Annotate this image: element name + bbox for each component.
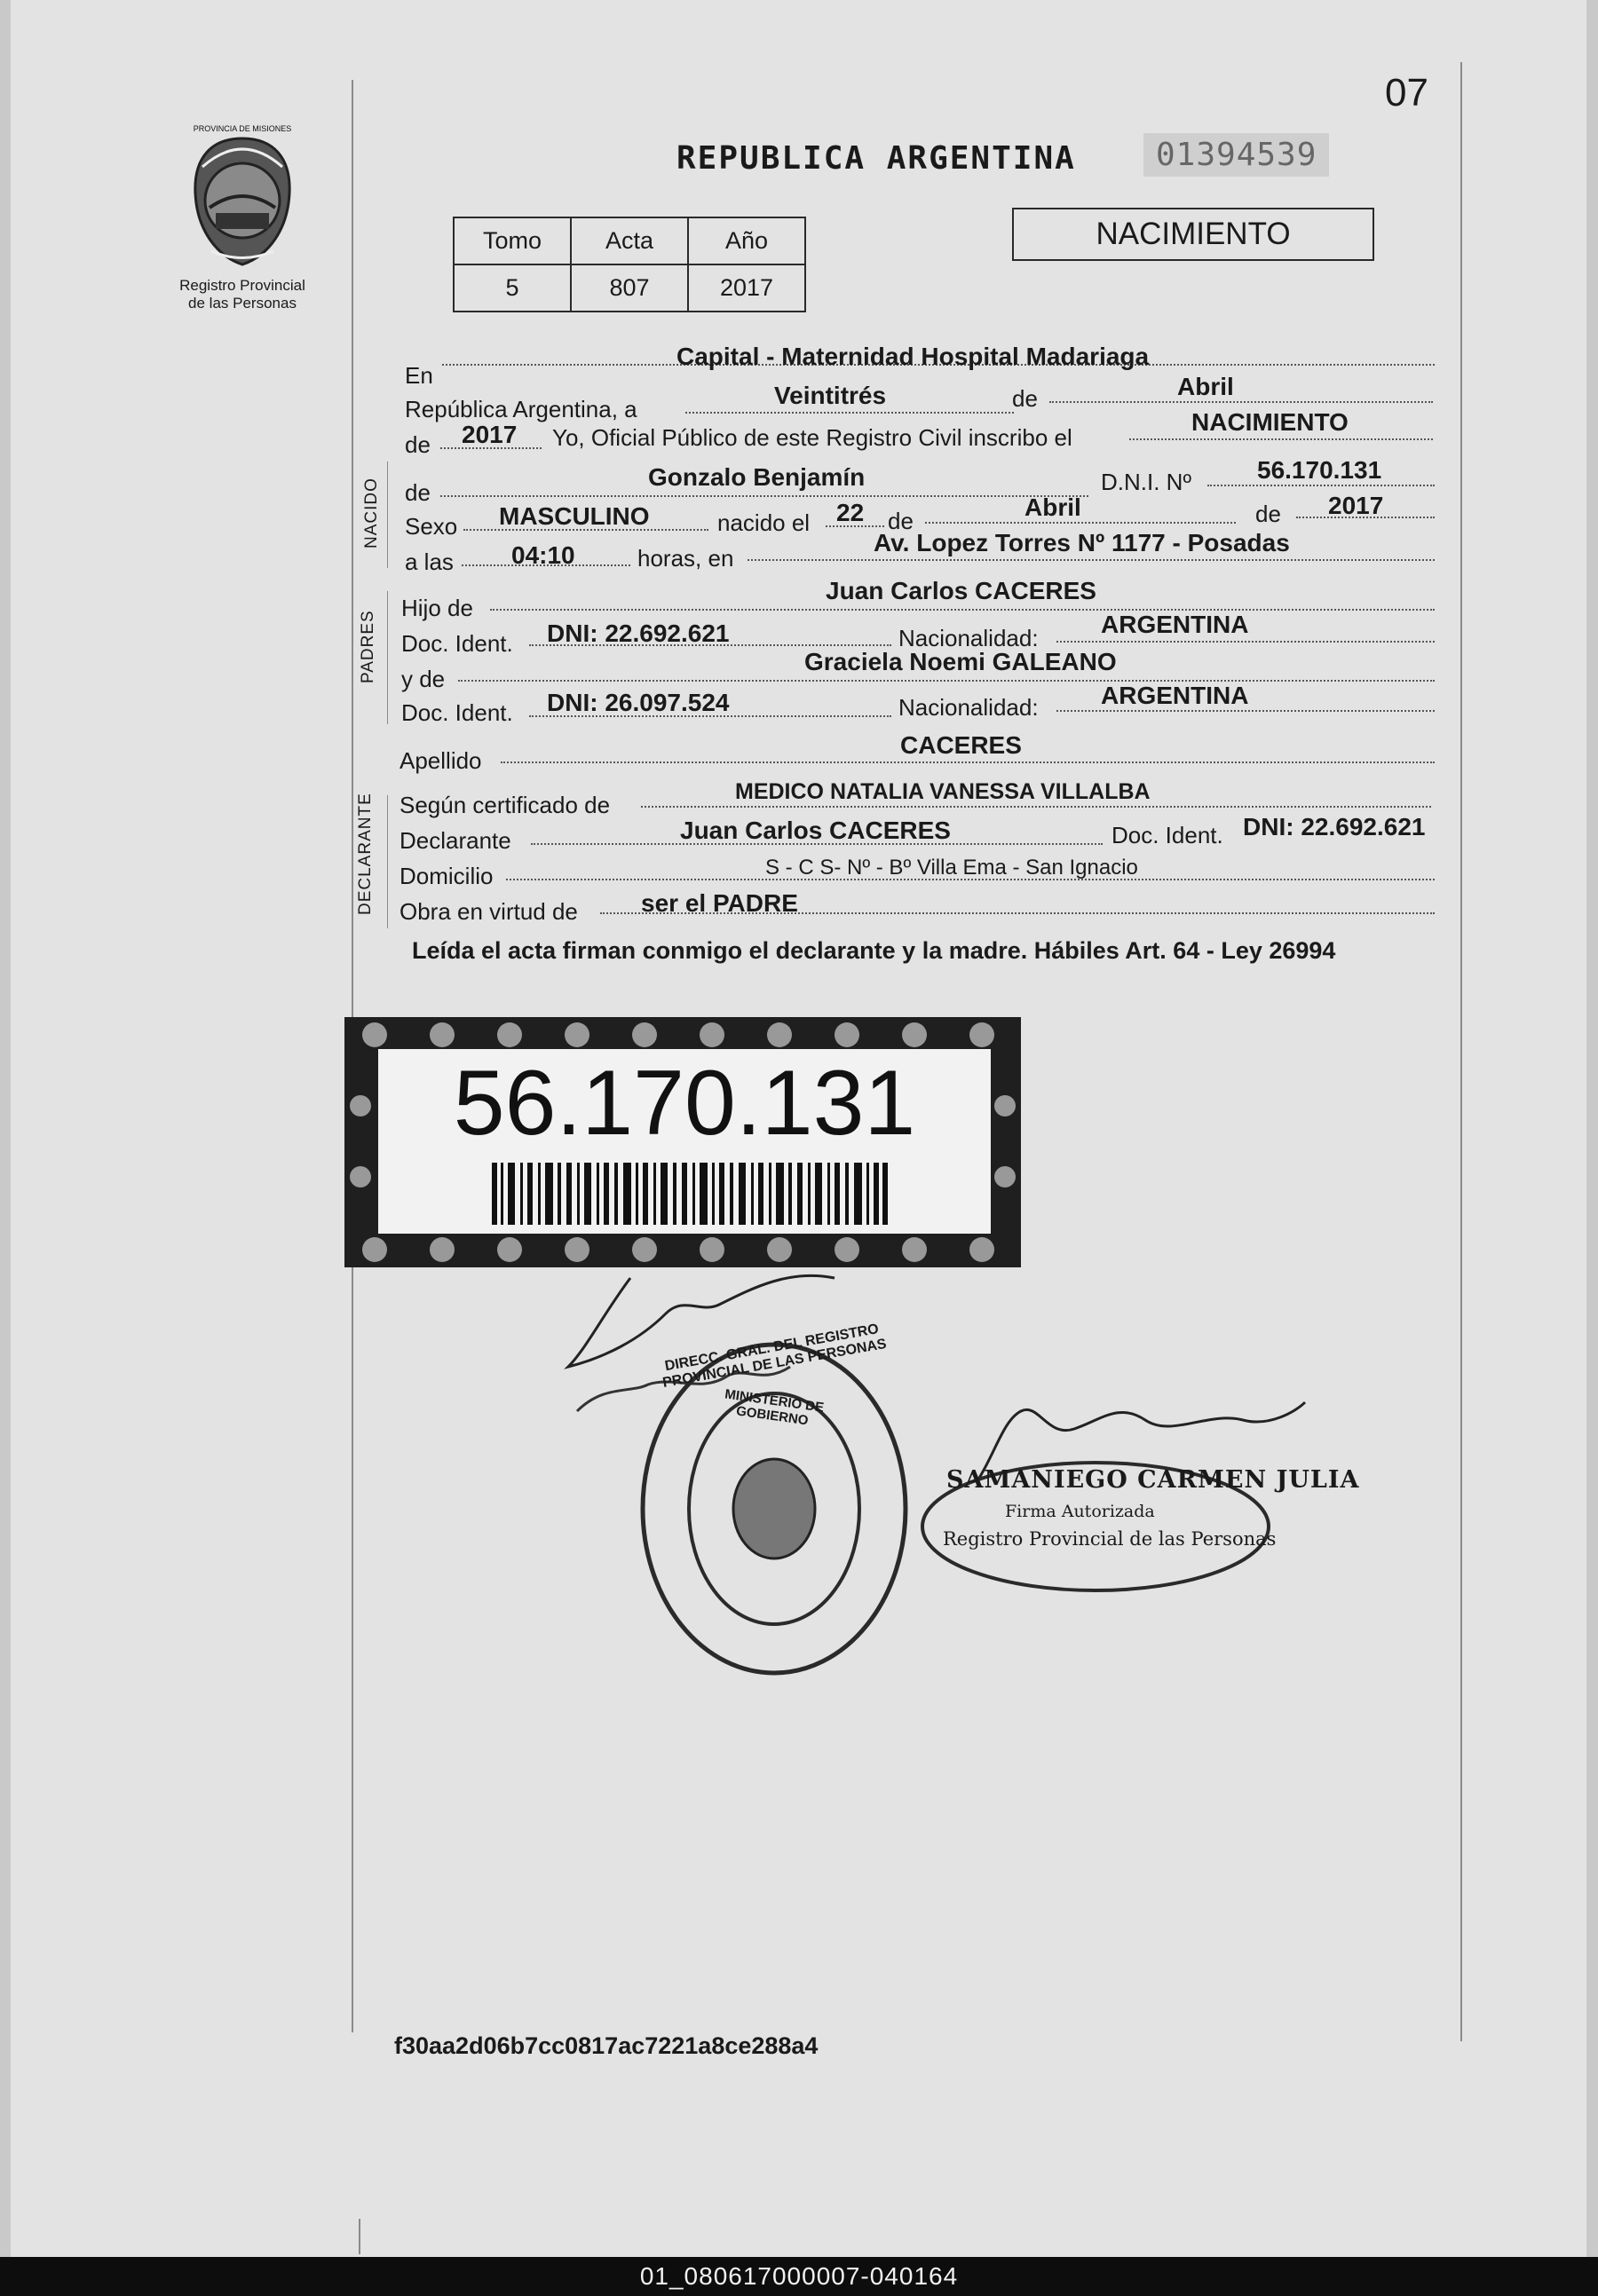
right-margin-line (1460, 62, 1462, 2041)
value-anio-nac: 2017 (1328, 492, 1384, 519)
value-apellido: CACERES (900, 731, 1022, 759)
record-header-acta: Acta (571, 217, 688, 264)
barcode-bars (492, 1163, 888, 1225)
value-declarante: Juan Carlos CACERES (680, 817, 951, 844)
closing-note: Leída el acta firman conmigo el declarante y la madre. Hábiles Art. 64 - Ley 26994 (412, 937, 1336, 964)
nacido-bracket (387, 462, 388, 568)
label-nacionalidad-madre: Nacionalidad: (898, 694, 1039, 721)
value-mes: Abril (1177, 373, 1234, 400)
page-number: 07 (1385, 71, 1428, 114)
dots-tipo (1129, 438, 1433, 440)
value-sexo: MASCULINO (499, 502, 650, 530)
value-padre-nac: ARGENTINA (1101, 611, 1249, 638)
doc-type-box: NACIMIENTO (1012, 208, 1374, 261)
label-a-las: a las (405, 548, 454, 575)
record-table-header (454, 217, 805, 264)
value-anio: 2017 (462, 421, 518, 448)
label-nacido-el: nacido el (717, 509, 811, 536)
label-de-mes: de (1012, 385, 1038, 412)
serial-number: 01394539 (1143, 133, 1329, 177)
record-header-tomo: Tomo (454, 217, 571, 264)
value-nombre: Gonzalo Benjamín (648, 463, 866, 491)
oval-stamp-role: Firma Autorizada (1005, 1502, 1155, 1521)
value-padre-dni: DNI: 22.692.621 (547, 619, 730, 647)
dots-padre (490, 609, 1435, 611)
value-dia: Veintitrés (774, 382, 887, 409)
dots-mes (1049, 401, 1433, 403)
value-madre: Graciela Noemi GALEANO (804, 648, 1117, 675)
oval-stamp-office: Registro Provincial de las Personas (943, 1528, 1277, 1550)
value-domicilio: S - C S- Nº - Bº Villa Ema - San Ignacio (765, 856, 1138, 880)
label-de-anio: de (405, 431, 431, 458)
record-value-acta: 807 (571, 264, 688, 312)
dots-nombre (440, 495, 1088, 497)
value-mes-nac: Abril (1024, 493, 1081, 521)
label-de-anio-nac: de (1255, 501, 1281, 527)
round-stamp-ring-text: DIRECC. GRAL. DEL REGISTRO PROVINCIAL DE LAS PERSONAS (661, 1322, 888, 1391)
label-republica: República Argentina, a (405, 396, 637, 422)
round-stamp-inner-text: MINISTERIO DE GOBIERNO (724, 1386, 826, 1429)
declarante-bracket (387, 795, 388, 928)
document-hash: f30aa2d06b7cc0817ac7221a8ce288a4 (394, 2032, 819, 2059)
value-obra: ser el PADRE (641, 889, 798, 917)
value-madre-dni: DNI: 26.097.524 (547, 689, 730, 716)
label-de-mes-nac: de (888, 508, 914, 534)
value-declarante-dni: DNI: 22.692.621 (1243, 813, 1426, 840)
label-doc-ident-declarante: Doc. Ident. (1111, 822, 1223, 848)
bottom-left-tick (359, 2219, 360, 2254)
label-oficial: Yo, Oficial Público de este Registro Civil inscribo el (552, 424, 1072, 451)
label-declarante: Declarante (400, 827, 511, 854)
value-hora: 04:10 (511, 541, 575, 569)
value-dia-nac: 22 (836, 499, 865, 526)
label-doc-ident-padre: Doc. Ident. (401, 630, 513, 657)
dots-apellido (501, 761, 1435, 763)
side-label-nacido: NACIDO (362, 477, 381, 548)
dots-direccion (748, 559, 1435, 561)
label-segun: Según certificado de (400, 792, 611, 818)
value-lugar: Capital - Maternidad Hospital Madariaga (676, 343, 1150, 370)
label-en: En (405, 362, 433, 389)
record-header-anio: Año (688, 217, 805, 264)
dots-madre-nac (1056, 710, 1435, 712)
logo-caption (158, 277, 327, 312)
value-madre-nac: ARGENTINA (1101, 682, 1249, 709)
dots-mes-nac (925, 522, 1236, 524)
footer-id: 01_080617000007-040164 (0, 2257, 1598, 2296)
label-de-nombre: de (405, 479, 431, 506)
barcode-white-panel (378, 1049, 991, 1234)
oval-stamp-name: SAMANIEGO CARMEN JULIA (946, 1466, 1360, 1494)
dots-padre-nac (1056, 641, 1435, 643)
label-doc-ident-madre: Doc. Ident. (401, 699, 513, 726)
record-value-anio: 2017 (688, 264, 805, 312)
value-dni: 56.170.131 (1257, 456, 1382, 484)
dots-dia (685, 412, 1014, 414)
side-label-declarante: DECLARANTE (356, 793, 375, 915)
dots-madre (458, 680, 1435, 682)
label-hijo-de: Hijo de (401, 595, 473, 621)
barcode-label (344, 1017, 1021, 1267)
label-nacionalidad-padre: Nacionalidad: (898, 625, 1039, 651)
record-table-values (454, 264, 805, 312)
logo-caption-line2: de las Personas (188, 295, 297, 312)
logo-caption-line1: Registro Provincial (179, 277, 305, 294)
label-sexo: Sexo (405, 513, 458, 540)
padres-bracket (387, 591, 388, 724)
value-direccion: Av. Lopez Torres Nº 1177 - Posadas (874, 529, 1290, 556)
label-y-de: y de (401, 666, 446, 692)
label-dni: D.N.I. Nº (1101, 469, 1191, 495)
label-obra: Obra en virtud de (400, 898, 578, 925)
value-certificado: MEDICO NATALIA VANESSA VILLALBA (735, 779, 1151, 804)
logo-text: PROVINCIA DE MISIONES (193, 124, 292, 133)
dots-dni (1207, 485, 1435, 486)
label-apellido: Apellido (400, 747, 482, 774)
provincial-logo (176, 131, 309, 273)
label-domicilio: Domicilio (400, 863, 494, 889)
side-label-padres: PADRES (359, 610, 377, 683)
barcode-number: 56.170.131 (453, 1052, 916, 1155)
record-value-tomo: 5 (454, 264, 571, 312)
document-title: REPUBLICA ARGENTINA (676, 140, 1076, 177)
label-horas-en: horas, en (637, 545, 734, 572)
value-tipo: NACIMIENTO (1191, 408, 1349, 436)
value-padre: Juan Carlos CACERES (826, 577, 1096, 604)
record-table (453, 217, 806, 312)
dots-certificado (641, 806, 1431, 808)
